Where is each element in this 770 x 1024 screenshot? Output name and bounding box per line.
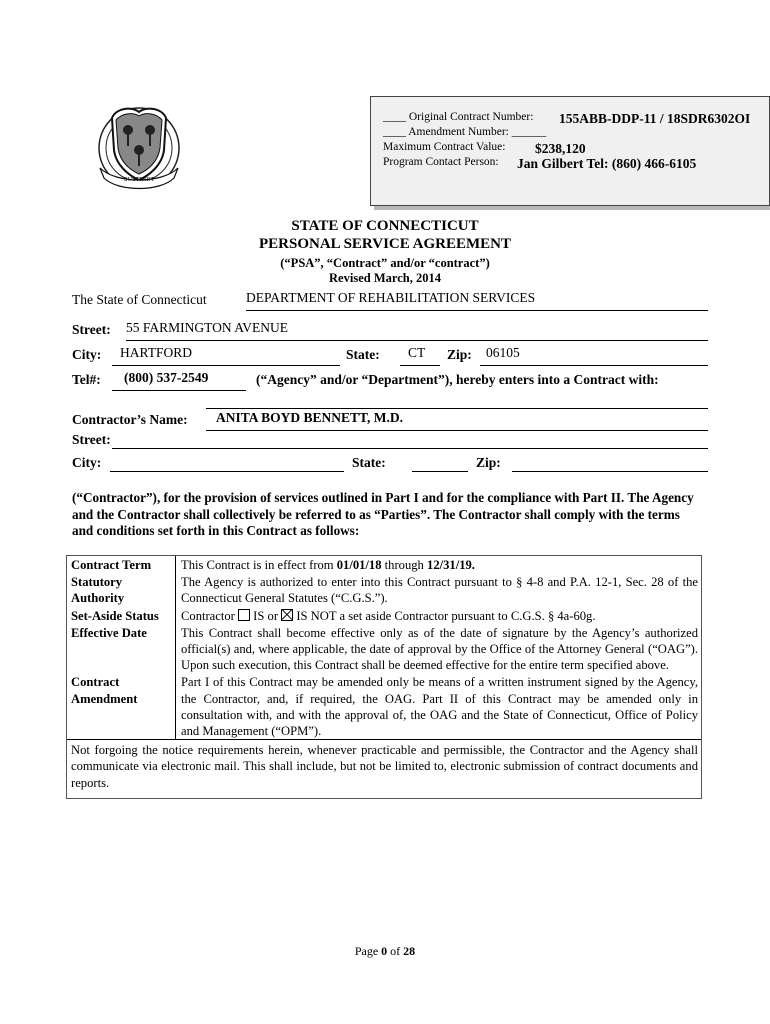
- agency-state-value: CT: [408, 345, 426, 360]
- original-contract-line: [383, 111, 751, 126]
- amendment-line: [383, 126, 546, 138]
- amendment-label: ____ Amendment Number: ______: [383, 126, 547, 138]
- effective-date-label: Effective Date: [66, 624, 176, 674]
- max-value-value: $238,120: [535, 141, 586, 156]
- max-value-line: [383, 141, 586, 156]
- program-contact-label: Program Contact Person:: [383, 156, 499, 168]
- agency-street-field: [126, 320, 708, 341]
- set-aside-is-not-checkbox[interactable]: [281, 609, 293, 621]
- contractor-name-label: Contractor’s Name:: [72, 412, 188, 427]
- agency-tel-value: (800) 537-2549: [124, 370, 209, 385]
- original-contract-value: 155ABB-DDP-11 / 18SDR6302OI: [559, 111, 751, 126]
- agency-name-field: [246, 290, 708, 311]
- contractor-state-field: [412, 453, 468, 472]
- set-aside-label: Set-Aside Status: [66, 607, 176, 624]
- original-contract-label: ____ Original Contract Number:: [383, 111, 534, 123]
- doc-title-psa: PERSONAL SERVICE AGREEMENT: [258, 236, 512, 252]
- contractor-state-label: State:: [352, 455, 386, 470]
- effective-date-text: This Contract shall become effective only as of the date of signature by the Agency’s authorized official(s) and, where applicable, the date of approval by the Office of the Attorney General (“OAG”). Upon such execution, this Contract shall be deemed effective for the entire term specified above.: [181, 625, 698, 673]
- agency-zip-label: Zip:: [447, 347, 472, 362]
- agency-street-label: Street:: [72, 322, 111, 337]
- contract-term-end: 12/31/19.: [427, 558, 475, 572]
- contract-amendment-label: Contract Amendment: [66, 673, 176, 739]
- agency-zip-value: 06105: [486, 345, 520, 360]
- contractor-street-field: [112, 430, 708, 449]
- agency-zip-field: [480, 345, 708, 366]
- contract-term-row: [66, 556, 702, 574]
- agency-state-field: [400, 345, 440, 366]
- agency-tel-field: [112, 370, 246, 391]
- agency-city-field: [112, 345, 340, 366]
- notice-row: [66, 740, 702, 797]
- doc-title-state: STATE OF CONNECTICUT: [291, 218, 479, 234]
- state-of-connecticut-label: The State of Connecticut: [72, 292, 207, 307]
- agency-enters-contract-text: (“Agency” and/or “Department”), hereby enters into a Contract with:: [256, 372, 659, 387]
- state-seal-logo: [86, 102, 192, 198]
- program-contact-value: Jan Gilbert Tel: (860) 466-6105: [517, 156, 697, 171]
- contractor-city-field: [110, 453, 344, 472]
- intro-paragraph: (“Contractor”), for the provision of services outlined in Part I and for the compliance with Part II. The Agency and the Contractor shall collectively be referred to as “Parties”. The Contractor shall comply with the terms and conditions set forth in this Contract as follows:: [72, 490, 694, 538]
- statutory-authority-row: [66, 573, 702, 606]
- statutory-authority-label: Statutory Authority: [66, 573, 176, 606]
- notice-text: Not forgoing the notice requirements herein, whenever practicable and permissible, the Contractor and the Agency shall communicate via electronic mail. This shall include, but not be limited to, electronic submission of contract documents and reports.: [71, 743, 698, 790]
- agency-state-label: State:: [346, 347, 380, 362]
- set-aside-text: Contractor IS or IS NOT a set aside Contractor pursuant to C.G.S. § 4a-60g.: [181, 608, 596, 623]
- contract-term-start: 01/01/18: [336, 558, 382, 572]
- program-contact-line: [383, 156, 697, 171]
- max-value-label: Maximum Contract Value:: [383, 141, 506, 153]
- agency-city-label: City:: [72, 347, 102, 362]
- doc-revised-date: Revised March, 2014: [329, 271, 441, 285]
- contractor-top-rule: [206, 390, 708, 409]
- effective-date-row: [66, 624, 702, 674]
- contractor-zip-label: Zip:: [476, 455, 501, 470]
- set-aside-is-checkbox[interactable]: [238, 609, 250, 621]
- agency-tel-label: Tel#:: [72, 372, 101, 387]
- statutory-authority-text: The Agency is authorized to enter into this Contract pursuant to § 4-8 and P.A. 12-1, Sec. 28 of the Connecticut General Statutes (“C.G.S.”).: [181, 575, 698, 606]
- contractor-name-value: ANITA BOYD BENNETT, M.D.: [216, 410, 404, 425]
- doc-subtitle-aliases: (“PSA”, “Contract” and/or “contract”): [280, 256, 490, 270]
- set-aside-row: [66, 607, 702, 624]
- contract-term-text: This Contract is in effect from 01/01/18 through 12/31/19.: [181, 558, 475, 572]
- contract-amendment-row: [66, 673, 702, 739]
- agency-city-value: HARTFORD: [120, 345, 192, 360]
- contractor-street-label: Street:: [72, 432, 111, 447]
- contractor-zip-field: [512, 453, 708, 472]
- page-number: Page 0 of 28: [354, 944, 416, 958]
- contract-terms-table: [66, 555, 702, 797]
- contractor-name-field: [206, 410, 708, 431]
- contract-info-box: [370, 96, 770, 206]
- agency-street-value: 55 FARMINGTON AVENUE: [126, 320, 289, 335]
- agency-name-value: DEPARTMENT OF REHABILITATION SERVICES: [246, 290, 536, 305]
- contract-amendment-text: Part I of this Contract may be amended only be means of a written instrument signed by the Agency, the Contractor, and, if required, the OAG. Part II of this Contract may be amended only in consultation with, and with the approval of, the OAG and the State of Connecticut, Office of Policy and Management (“OPM”).: [181, 675, 698, 739]
- svg-text:SUSTINET: SUSTINET: [123, 177, 155, 183]
- contract-term-label: Contract Term: [66, 556, 176, 574]
- contractor-city-label: City:: [72, 455, 102, 470]
